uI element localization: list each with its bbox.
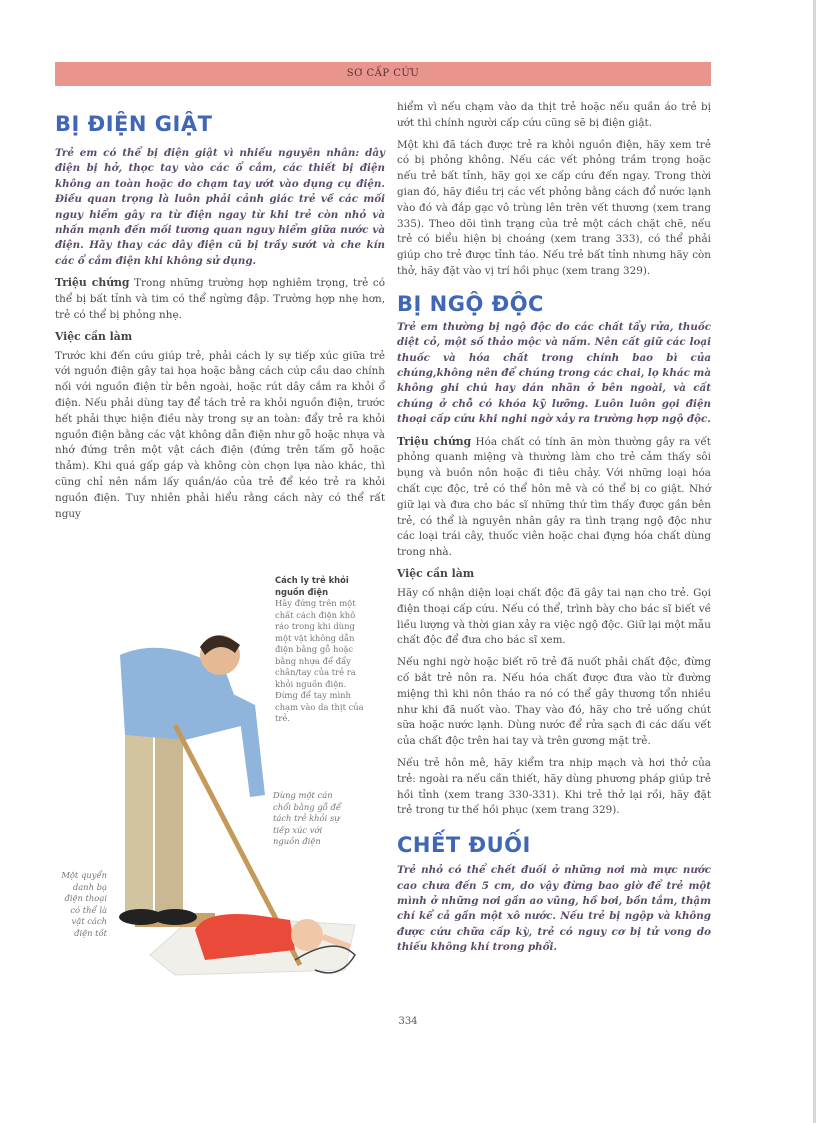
caption-isolate-text: Hãy đứng trên một chất cách điện khô ráo trong khi dùng một vật không dẫn điện bằng gỗ hoặc bằng nhựa để đẩy chân/tay của trẻ ra khỏi nguồn điện. Đừng để tay mình chạm vào da thịt của trẻ. — [275, 598, 364, 723]
electric-shock-after: Một khi đã tách được trẻ ra khỏi nguồn điện, hãy xem trẻ có bị phỏng không. Nếu các vết phỏng trầm trọng hoặc nếu trẻ bất tỉnh, hãy gọi xe cấp cứu đến ngay. Trong thời gian đó, hãy điều trị các vết phỏng bằng cách đổ nước lạnh vào đó và đắp gạc vô trùng lên trên vết thương (xem trang 335). Theo dõi tình trạng của trẻ một cách chặt chẽ, nếu trẻ có biểu hiện bị choáng (xem trang 333), có thể phải giúp cho trẻ được tỉnh táo. Nếu trẻ bất tỉnh nhưng hãy còn thở, hãy đặt vào vị trí hồi phục (xem trang 329). — [397, 138, 711, 277]
poisoning-symptoms — [397, 434, 711, 561]
adult-leg-right — [155, 725, 183, 915]
poisoning-todo-heading: Việc cần làm — [397, 566, 475, 580]
adult-leg-left — [125, 725, 153, 915]
drowning-intro: Trẻ nhỏ có thể chết đuối ở những nơi mà mực nước cao chưa đến 5 cm, do vậy đừng bao giờ để trẻ một mình ở những nơi gần ao vũng, hồ bơi, bồn tắm, thậm chí kể cả gần một xô nước. Nếu trẻ bị ngộp và không được cứu chữa cấp kỳ, trẻ có nguy cơ bị tử vong do thiếu không khí trong phổi. — [397, 864, 711, 954]
drowning-title: CHẾT ĐUỐI — [397, 833, 531, 858]
poisoning-todo-2: Nếu nghi ngờ hoặc biết rõ trẻ đã nuốt phải chất độc, đừng cố bắt trẻ nôn ra. Nếu hóa chất được đưa vào từ đường miệng thì khi nôn tháo ra nó có thể gây thương tổn nhiều như khi đã nuốt vào. Thay vào đó, hãy cho trẻ uống chút sữa hoặc nước lạnh. Dùng nước để rửa sạch đi các dấu vết của chất độc trên hai tay và trên gương mặt trẻ. — [397, 656, 711, 748]
electric-shock-intro: Trẻ em có thể bị điện giật vì nhiều nguyên nhân: dây điện bị hở, thọc tay vào các ổ cắm, các thiết bị điện không an toàn hoặc do chạm tay ướt vào dụng cụ điện. Điều quan trọng là luôn phải cảnh giác trẻ về các mối nguy hiểm gây ra từ điện ngay từ khi trẻ còn nhỏ và nhấn mạnh đến mối tương quan nguy hiểm giữa nước và điện. Hãy thay các dây điện cũ bị trầy sướt và che kín các ổ cắm điện khi không sử dụng. — [55, 147, 385, 267]
poisoning-todo-3: Nếu trẻ hôn mê, hãy kiểm tra nhịp mạch và hơi thở của trẻ: ngoài ra nếu cần thiết, hãy dùng phương pháp giúp trẻ hồi tỉnh (xem trang 330-331). Khi trẻ thở lại rồi, hãy đặt trẻ trong tư thế hồi phục (xem trang 329). — [397, 756, 711, 817]
caption-broom: Dùng một cán chổi bằng gỗ để tách trẻ khỏi sự tiếp xúc với nguồn điện — [273, 790, 341, 846]
page-number: 334 — [398, 1016, 418, 1027]
rescue-illustration — [55, 575, 385, 985]
left-column — [55, 100, 385, 528]
section-banner: SƠ CẤP CỨU — [55, 62, 711, 86]
caption-phonebook: Một quyển danh bạ điện thoại có thể là vật cách điện tốt — [61, 870, 107, 938]
caption-isolate-title: Cách ly trẻ khỏi nguồn điện — [275, 575, 349, 597]
poisoning-symptoms-label: Triệu chứng — [397, 434, 472, 448]
poisoning-todo-1: Hãy cố nhận diện loại chất độc đã gây tai nạn cho trẻ. Gọi điện thoại cấp cứu. Nếu có thể, trình bày cho bác sĩ biết về liều lượng và thời gian xảy ra việc ngộ độc. Giữ lại một mẫu chất độc để đưa cho bác sĩ xem. — [397, 586, 711, 647]
electric-shock-symptoms — [55, 275, 385, 323]
electric-shock-continued: hiểm vì nếu chạm vào da thịt trẻ hoặc nếu quần áo trẻ bị ướt thì chính người cấp cứu cũng sẽ bị điện giật. — [397, 101, 711, 129]
todo-heading: Việc cần làm — [55, 329, 133, 343]
caption-isolate — [275, 575, 371, 725]
electric-shock-todo: Trước khi đến cứu giúp trẻ, phải cách ly sự tiếp xúc giữa trẻ với nguồn điện gây tai họa hoặc bằng cách cúp cầu dao chính nối với nguồn điện từ bên ngoài, hoặc rút dây cắm ra khỏi ổ điện. Nếu phải dùng tay để tách trẻ ra khỏi nguồn điện, trước hết phải thực hiện điều này trong sự an toàn: đẩy trẻ ra khỏi nguồn điện bằng các vật không dẫn điện như gỗ hoặc nhựa và nhớ đứng trên một vật cách điện (đứng trên tấm gỗ hoặc thảm). Khi quá gấp gáp và không còn chọn lựa nào khác, thì cũng chỉ nên nắm lấy quần/áo của trẻ để kéo trẻ ra khỏi nguồn điện. Tuy nhiên phải hiểu rằng cách này có thể rất nguy — [55, 349, 385, 520]
electric-shock-title: BỊ ĐIỆN GIẬT — [55, 112, 213, 136]
right-column — [397, 100, 711, 962]
symptoms-text: Trong những trường hợp nghiêm trọng, trẻ có thể bị bất tỉnh và tim có thể ngừng đập. Trường hợp nhẹ hơn, trẻ có thể bị phỏng nhẹ. — [55, 277, 385, 321]
shoe-right — [153, 909, 197, 925]
child-head — [291, 919, 323, 951]
symptoms-label: Triệu chứng — [55, 276, 130, 290]
poisoning-symptoms-text: Hóa chất có tính ăn mòn thường gây ra vết phỏng quanh miệng và thường làm cho trẻ cảm thấy sôi bụng và buồn nôn hoặc đi tiêu chảy. Với những loại hóa chất cực độc, trẻ có thể hôn mê và có thể bị co giật. Nhớ giữ lại và đưa cho bác sĩ những thứ tìm thấy được gần bên trẻ, có thể là nguyên nhân gây ra tình trạng ngộ độc như các loại trái cây, thuốc viên hoặc chai đựng hóa chất dùng trong nhà. — [397, 435, 711, 559]
poisoning-intro: Trẻ em thường bị ngộ độc do các chất tẩy rửa, thuốc diệt cỏ, một số thảo mộc và nấm. Nên cất giữ các loại thuốc và hóa chất trong chính bao bì của chúng,không nên để chúng trong các chai, lọ khác mà không ghi chú hay dán nhãn ở bên ngoài, và cất chúng ở chỗ có khóa kỹ lưỡng. Luôn luôn gọi điện thoại cấp cứu khi nghi ngờ xảy ra trường hợp ngộ độc. — [397, 320, 711, 426]
poisoning-title: BỊ NGỘ ĐỘC — [397, 291, 544, 316]
